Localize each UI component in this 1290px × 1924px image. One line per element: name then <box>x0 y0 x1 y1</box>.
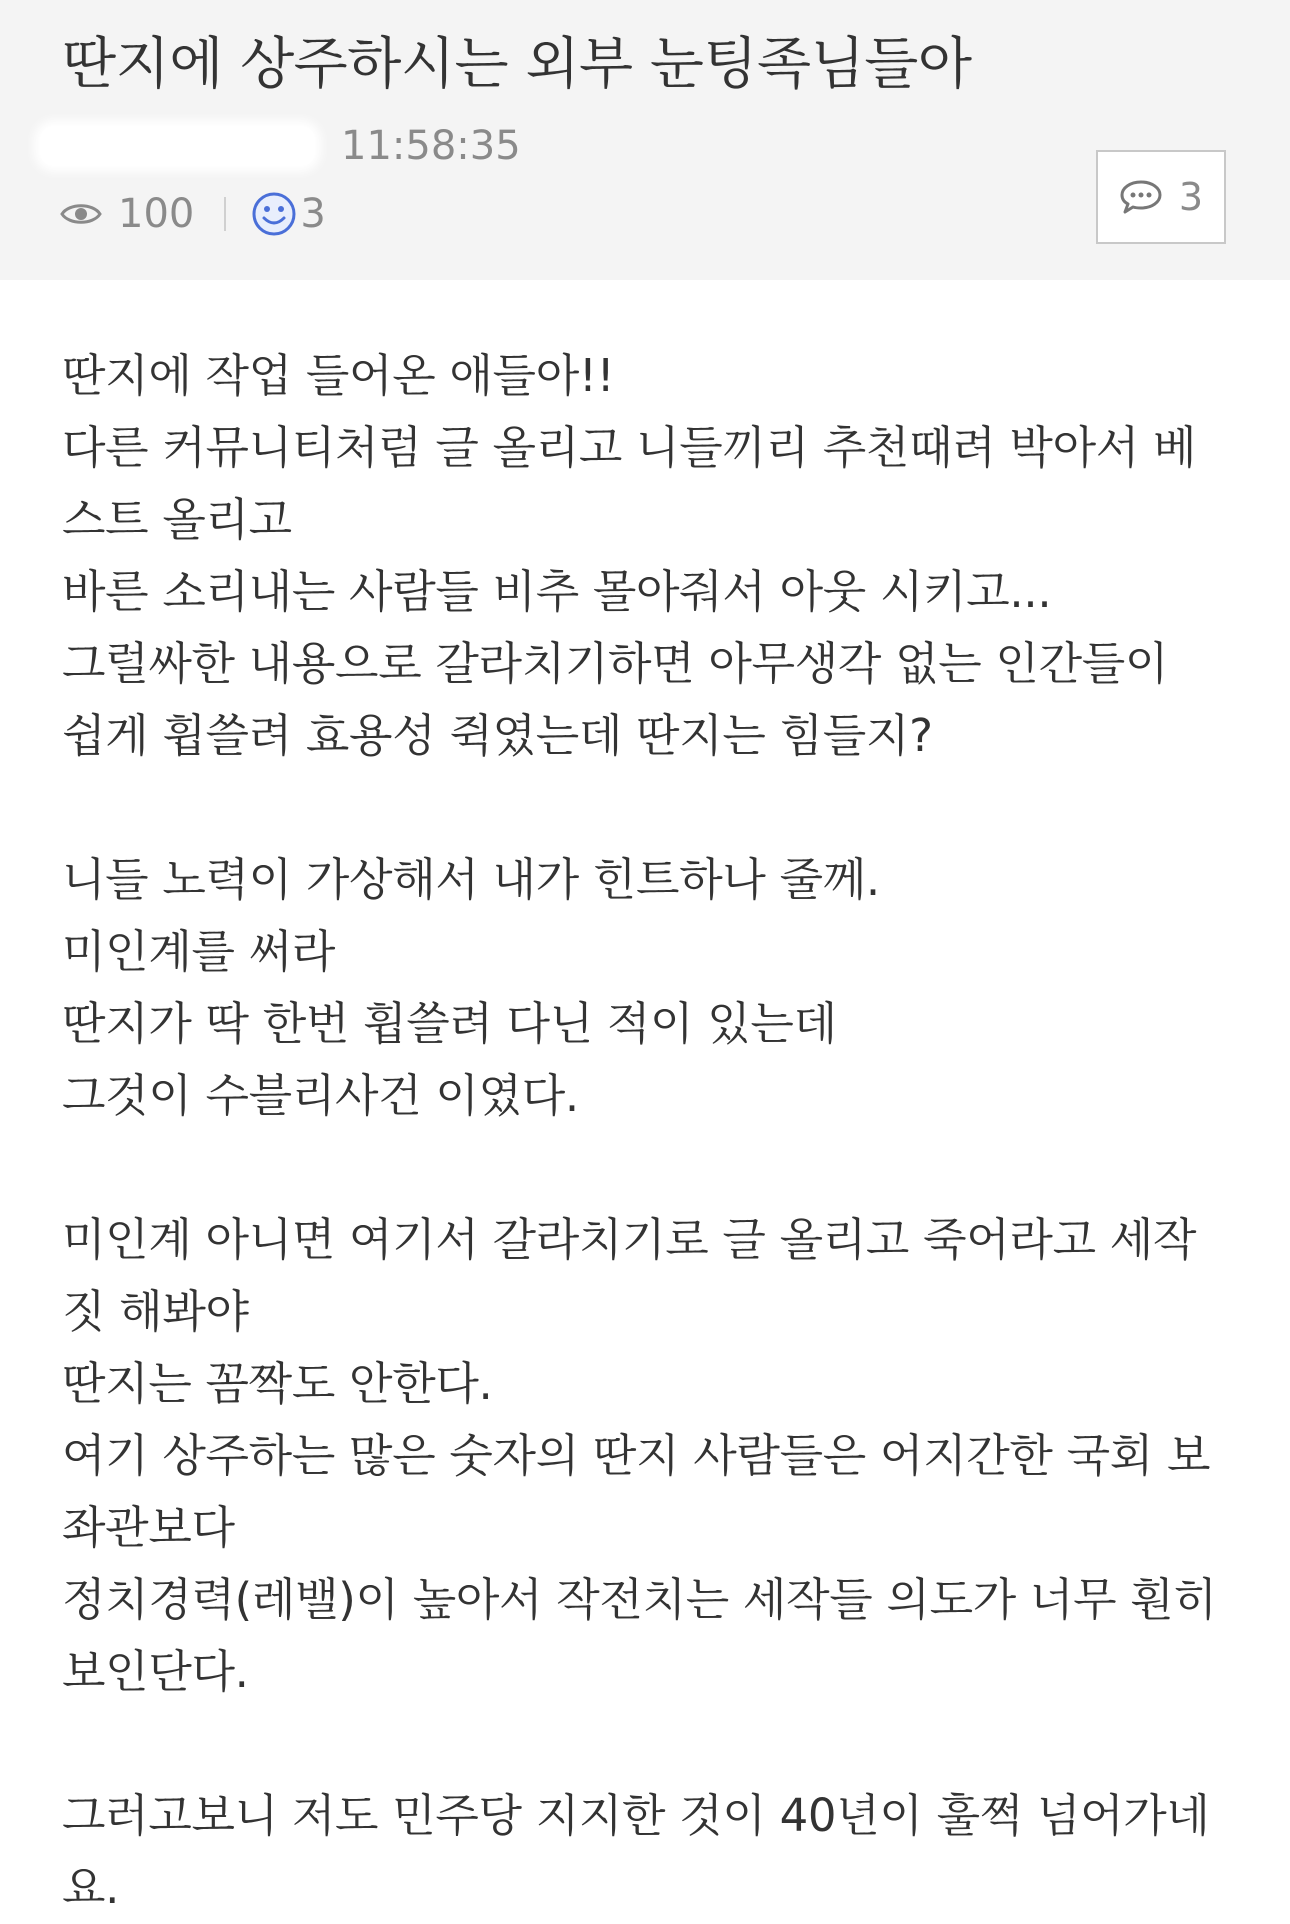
body-line: 미인계를 써라 <box>62 925 336 978</box>
author-row <box>40 118 521 174</box>
view-count: 100 <box>118 191 195 237</box>
body-line-blank <box>62 772 1242 844</box>
post-time: 11:58:35 <box>341 123 521 169</box>
comment-count: 3 <box>1178 175 1204 219</box>
body-line: 요. <box>62 1861 120 1914</box>
body-line: 미인계 아니면 여기서 갈라치기로 글 올리고 죽어라고 세작 <box>62 1213 1197 1266</box>
body-line: 그럴싸한 내용으로 갈라치기하면 아무생각 없는 인간들이 <box>62 637 1169 690</box>
body-line: 좌관보다 <box>62 1501 235 1554</box>
body-line-blank <box>62 1708 1242 1780</box>
body-line: 그러고보니 저도 민주당 지지한 것이 40년이 훌쩍 넘어가네 <box>62 1789 1210 1842</box>
body-line: 딴지는 꼼짝도 안한다. <box>62 1357 493 1410</box>
body-line: 바른 소리내는 사람들 비추 몰아줘서 아웃 시키고... <box>62 565 1052 618</box>
post-body <box>62 340 1242 1924</box>
body-line: 다른 커뮤니티처럼 글 올리고 니들끼리 추천때려 박아서 베 <box>62 421 1197 474</box>
body-line: 딴지가 딱 한번 휩쓸려 다닌 적이 있는데 <box>62 997 837 1050</box>
body-line: 그것이 수블리사건 이였다. <box>62 1069 579 1122</box>
body-line: 쉽게 휩쓸려 효용성 쥑였는데 딴지는 힘들지? <box>62 709 933 762</box>
eye-icon <box>60 199 102 229</box>
speech-bubble-icon <box>1119 178 1163 216</box>
body-line: 스트 올리고 <box>62 493 292 546</box>
body-line: 짓 해봐야 <box>62 1285 249 1338</box>
like-count: 3 <box>300 191 326 237</box>
body-line: 보인단다. <box>62 1645 249 1698</box>
author-name-redacted <box>40 126 315 166</box>
stats-row <box>60 186 326 242</box>
body-line: 니들 노력이 가상해서 내가 힌트하나 줄께. <box>62 853 880 906</box>
body-line: 정치경력(레밸)이 높아서 작전치는 세작들 의도가 너무 훤히 <box>62 1573 1217 1626</box>
comment-button[interactable] <box>1096 150 1226 244</box>
body-line-blank <box>62 1132 1242 1204</box>
post-title: 딴지에 상주하시는 외부 눈팅족님들아 <box>62 32 972 97</box>
stat-divider <box>224 197 226 231</box>
body-line: 딴지에 작업 들어온 애들아!! <box>62 349 615 402</box>
post-header <box>0 0 1290 280</box>
smile-face-icon[interactable] <box>250 190 298 238</box>
body-line: 여기 상주하는 많은 숫자의 딴지 사람들은 어지간한 국회 보 <box>62 1429 1211 1482</box>
